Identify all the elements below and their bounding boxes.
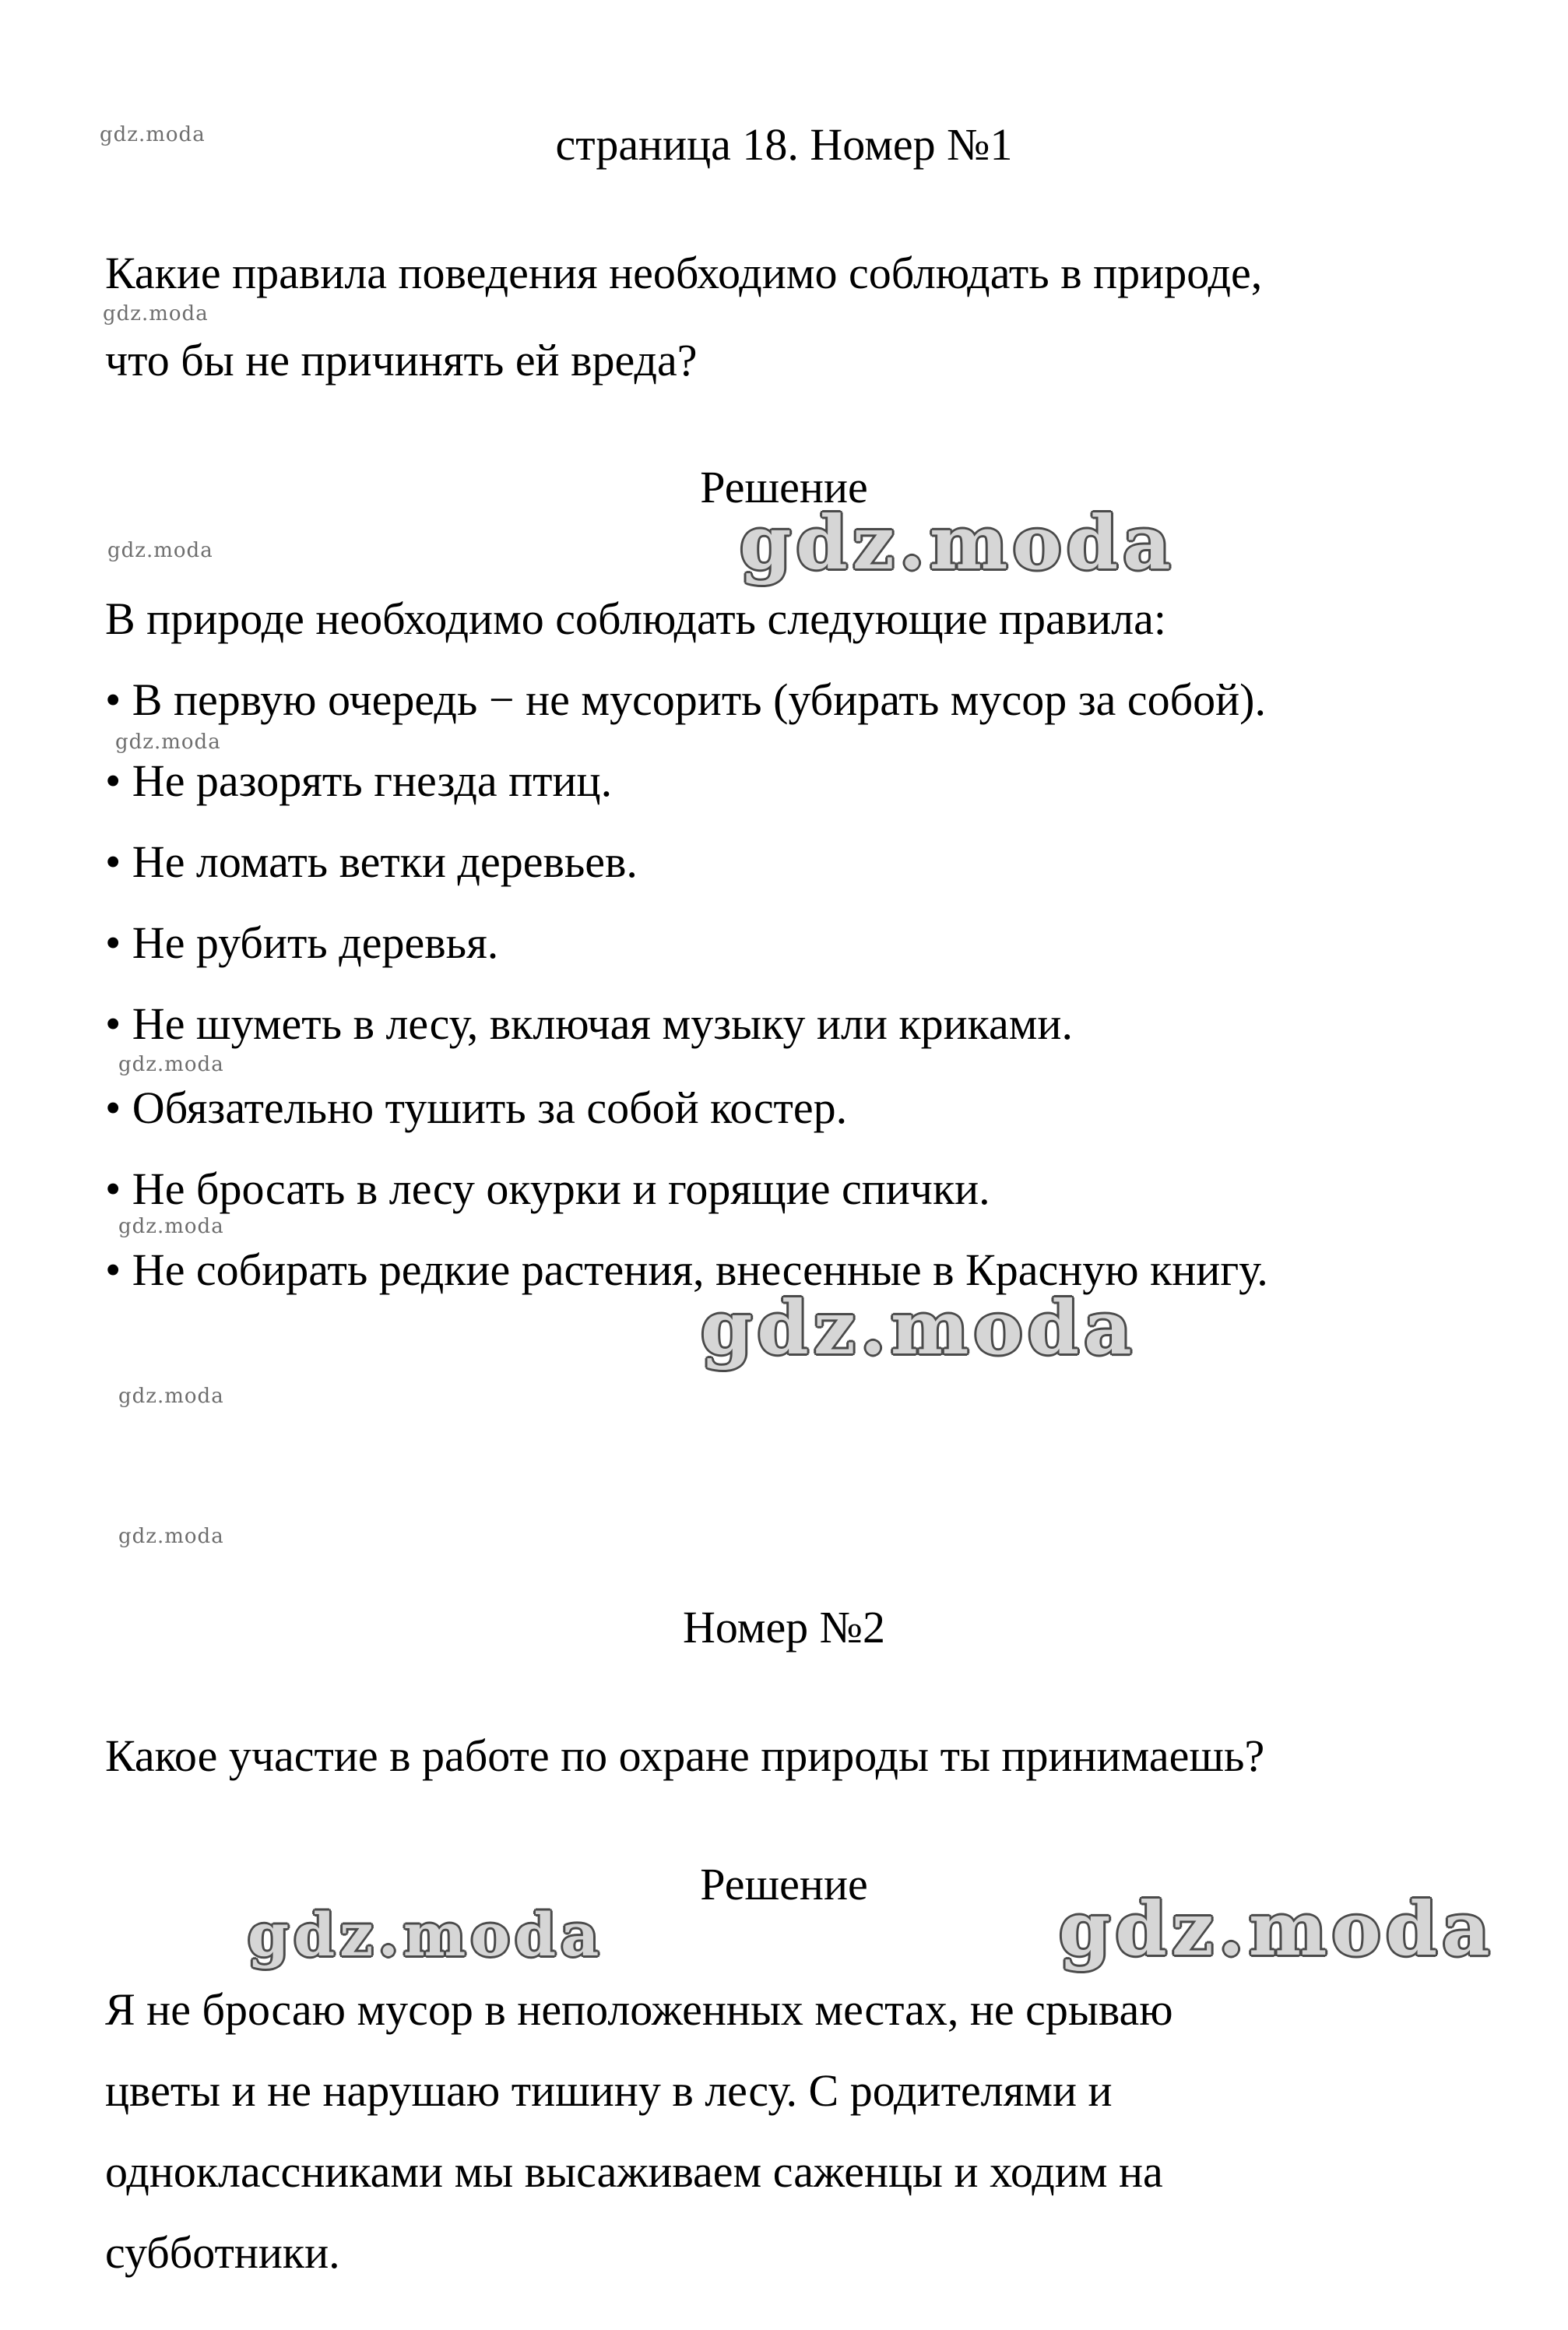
question-line: Какие правила поведения необходимо соблюдать в природе, xyxy=(105,248,1263,298)
solution-heading: Решение xyxy=(700,1859,868,1909)
answer-line: Я не бросаю мусор в неположенных местах, не срываю xyxy=(105,1984,1173,2035)
answer-line: цветы и не нарушаю тишину в лесу. С родителями и xyxy=(105,2065,1113,2116)
watermark-text: gdz.moda xyxy=(118,1215,224,1238)
rule-list-item: • Не ломать ветки деревьев. xyxy=(105,836,638,887)
rule-list-item: • Обязательно тушить за собой костер. xyxy=(105,1082,848,1133)
page-title: страница 18. Номер №1 xyxy=(555,119,1013,170)
watermark-large: gdz.moda xyxy=(701,1285,1137,1371)
watermark-text: gdz.moda xyxy=(100,123,206,146)
watermark-text: gdz.moda xyxy=(118,1053,224,1076)
watermark-text: gdz.moda xyxy=(118,1385,224,1408)
question-line: что бы не причинять ей вреда? xyxy=(105,335,698,385)
solution-intro: В природе необходимо соблюдать следующие правила: xyxy=(105,593,1166,644)
rule-list-item: • Не шуметь в лесу, включая музыку или криками. xyxy=(105,998,1073,1049)
watermark-text: gdz.moda xyxy=(115,730,221,754)
rule-list-item: • Не разорять гнезда птиц. xyxy=(105,755,613,806)
watermark-text: gdz.moda xyxy=(118,1525,224,1548)
watermark-large: gdz.moda xyxy=(740,500,1176,586)
solution-heading: Решение xyxy=(700,462,868,512)
answer-line: субботники. xyxy=(105,2227,340,2278)
rule-list-item: • Не собирать редкие растения, внесенные в Красную книгу. xyxy=(105,1244,1268,1295)
rule-list-item: • В первую очередь − не мусорить (убирать мусор за собой). xyxy=(105,674,1266,725)
watermark-text: gdz.moda xyxy=(103,302,209,326)
watermark-large: gdz.moda xyxy=(248,1900,604,1969)
watermark-large: gdz.moda xyxy=(1059,1886,1495,1973)
watermark-text: gdz.moda xyxy=(107,539,213,562)
question-line: Какое участие в работе по охране природы ты принимаешь? xyxy=(105,1730,1265,1781)
section2-title: Номер №2 xyxy=(682,1602,886,1652)
rule-list-item: • Не рубить деревья. xyxy=(105,917,499,968)
rule-list-item: • Не бросать в лесу окурки и горящие спички. xyxy=(105,1163,990,1214)
answer-line: одноклассниками мы высаживаем саженцы и ходим на xyxy=(105,2146,1163,2197)
